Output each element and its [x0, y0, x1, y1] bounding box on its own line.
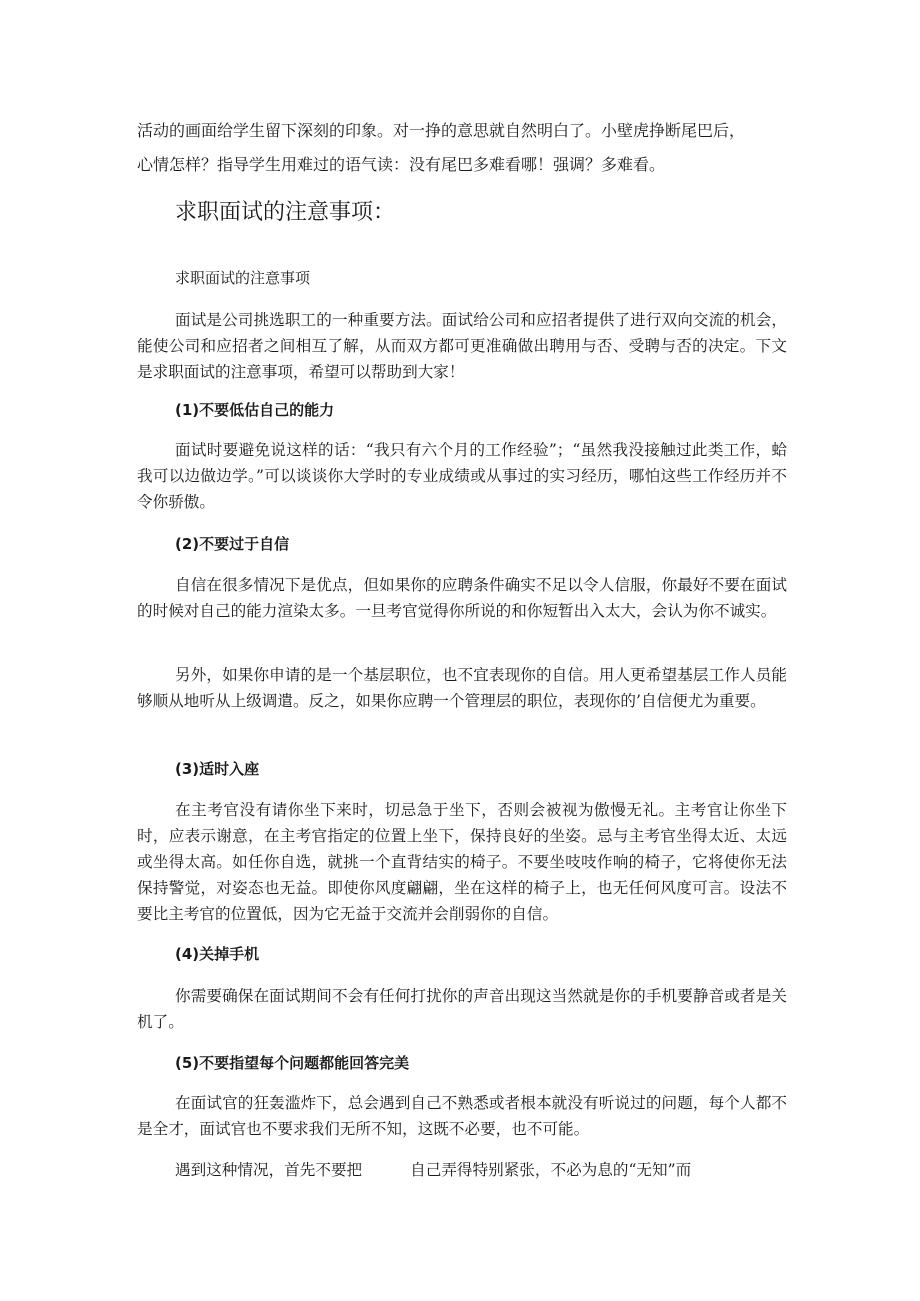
- document-title: 求职面试的注意事项：: [175, 200, 396, 225]
- heading-1: (1)不要低估自己的能力: [175, 401, 335, 419]
- paragraph-6-end: 自己弄得特别紧张，不必为息的“无知”而: [410, 1161, 692, 1179]
- heading-2: (2)不要过于自信: [175, 535, 290, 553]
- paragraph-6: [137, 1157, 787, 1183]
- heading-3: (3)适时入座: [175, 760, 260, 778]
- paragraph-4: 你需要确保在面试期间不会有任何打扰你的声音出现这当然就是你的手机要静音或者是关机了。: [137, 987, 787, 1031]
- paragraph-6-start: 遇到这种情况，首先不要把: [175, 1161, 363, 1179]
- paragraph-1: 面试时要避免说这样的话：“我只有六个月的工作经验”；“虽然我没接触过此类工作，蛤我可以边做边学。”可以谈谈你大学时的专业成绩或从事过的实习经历，哪怕这些工作经历并不令你骄傲。: [137, 441, 787, 511]
- intro-line-1: 活动的画面给学生留下深刻的印象。对一挣的意思就自然明白了。小壁虎挣断尾巴后，: [137, 121, 746, 140]
- paragraph-5: 在面试官的狂轰滥炸下，总会遇到自己不熟悉或者根本就没有听说过的问题，每个人都不是全才，面试官也不要求我们无所不知，这既不必要，也不可能。: [137, 1094, 787, 1138]
- heading-4: (4)关掉手机: [175, 945, 260, 963]
- document-subtitle: 求职面试的注意事项: [175, 269, 311, 287]
- intro-text: [137, 114, 787, 182]
- heading-5: (5)不要指望每个问题都能回答完美: [175, 1054, 410, 1072]
- paragraph-2b: 另外，如果你申请的是一个基层职位，也不宜表现你的自信。用人更希望基层工作人员能够顺从地听从上级调遣。反之，如果你应聘一个管理层的职位，表现你的’自信便尤为重要。: [137, 666, 787, 710]
- paragraph-intro: 面试是公司挑选职工的一种重要方法。面试给公司和应招者提供了进行双向交流的机会，能使公司和应招者之间相互了解，从而双方都可更准确做出聘用与否、受聘与否的决定。下文是求职面试的注意事项，希望可以帮助到大家！: [137, 311, 787, 381]
- paragraph-2a: 自信在很多情况下是优点，但如果你的应聘条件确实不足以令人信服，你最好不要在面试的时候对自己的能力渲染太多。一旦考官觉得你所说的和你短暂出入太大，会认为你不诚实。: [137, 576, 787, 620]
- paragraph-3: 在主考官没有请你坐下来时，切忌急于坐下，否则会被视为傲慢无礼。主考官让你坐下时，应表示谢意，在主考官指定的位置上坐下，保持良好的坐姿。忌与主考官坐得太近、太远或坐得太高。如任你自选，就挑一个直背结实的椅子。不要坐吱吱作响的椅子，它将使你无法保持警觉，对姿态也无益。即使你风度翩翩，坐在这样的椅子上，也无任何风度可言。设法不要比主考官的位置低，因为它无益于交流并会削弱你的自信。: [137, 801, 787, 923]
- intro-line-2: 心情怎样？指导学生用难过的语气读：没有尾巴多难看哪！强调？多难看。: [137, 155, 666, 174]
